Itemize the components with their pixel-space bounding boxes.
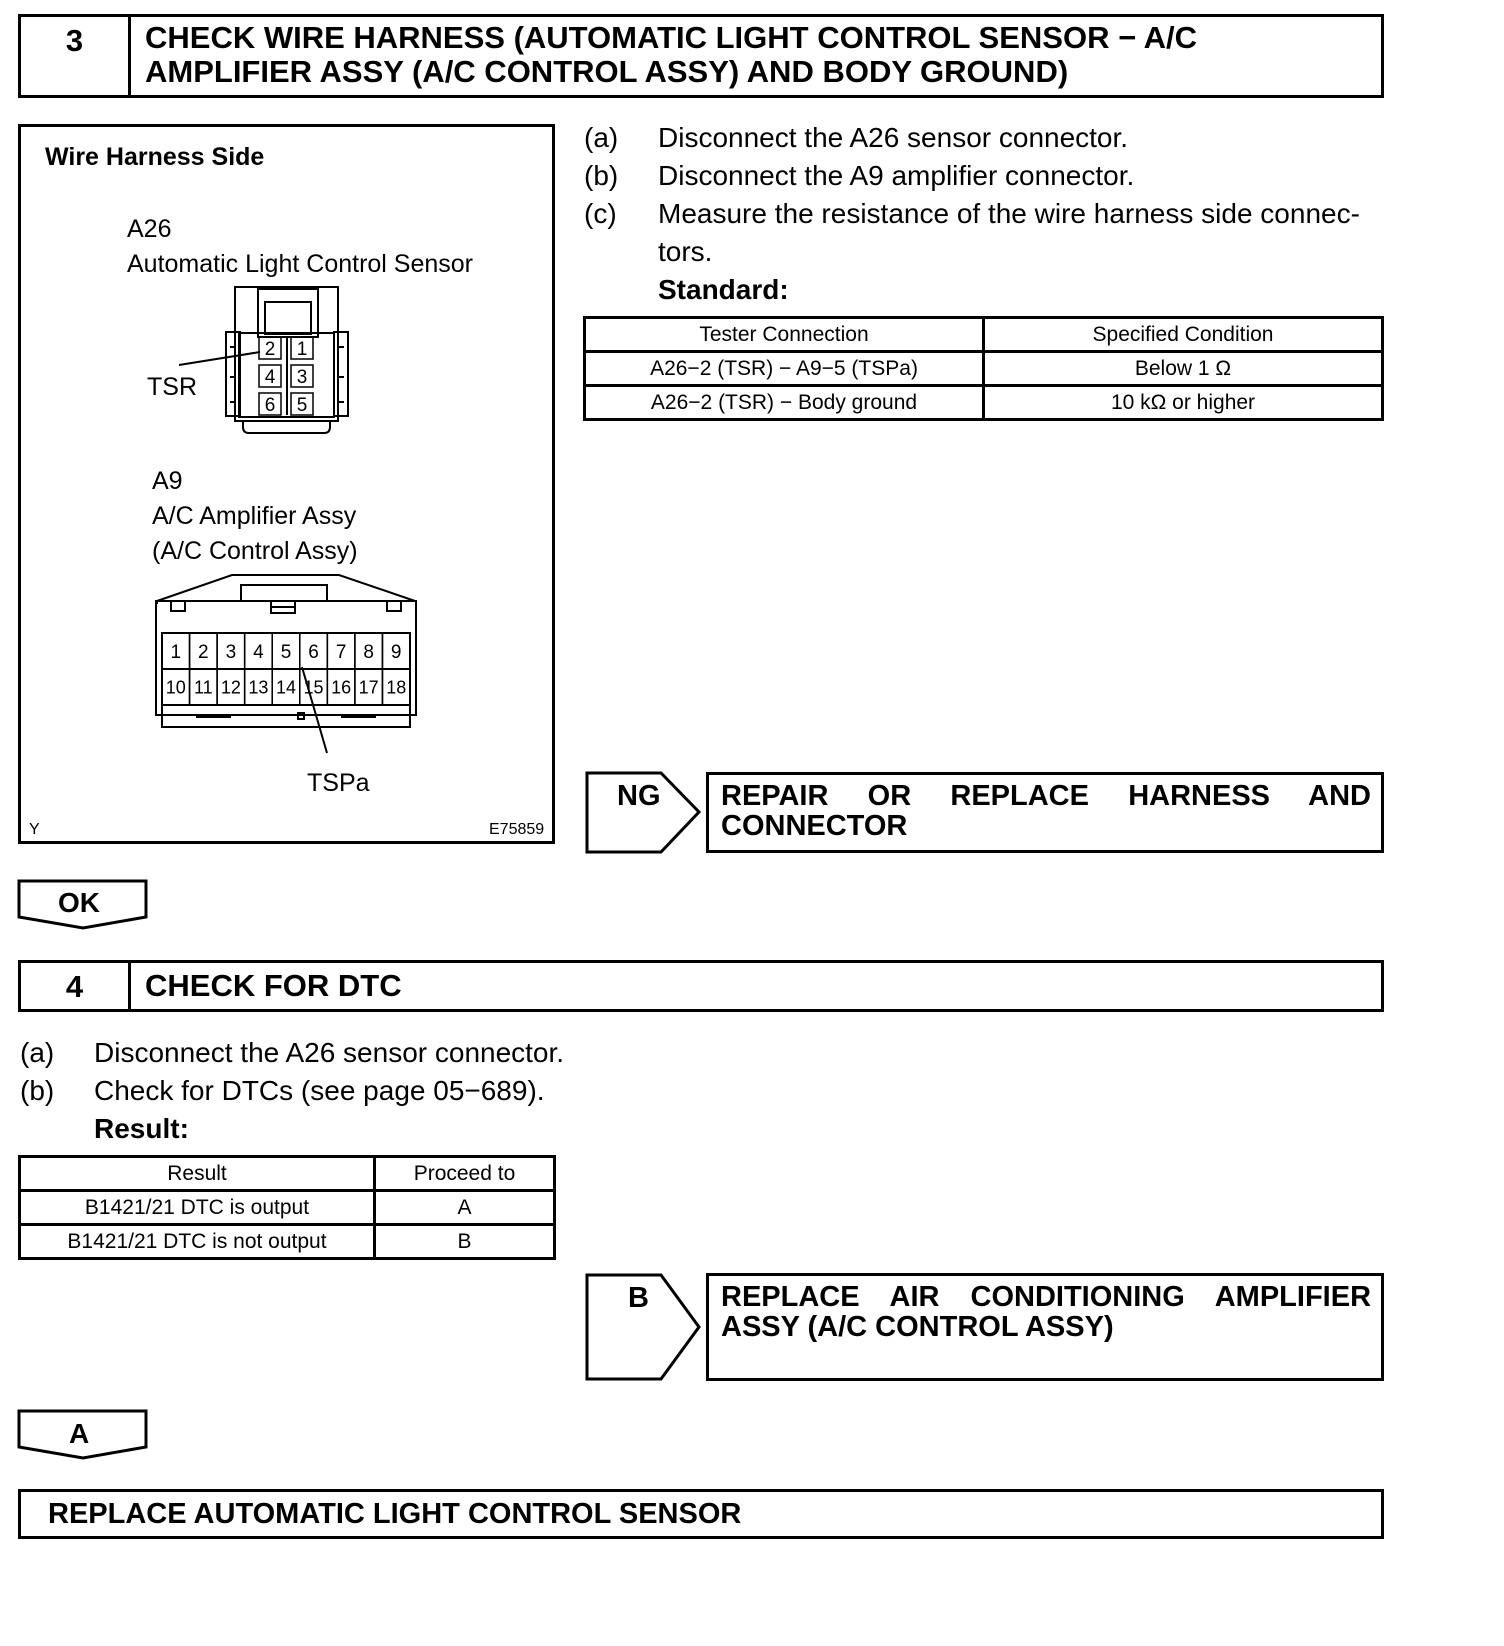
standard-table: [583, 316, 1384, 421]
step-3-title-line2: AMPLIFIER ASSY (A/C CONTROL ASSY) AND BODY GROUND): [145, 54, 1069, 89]
a9-pin-16: 16: [331, 677, 352, 698]
b-action-box: [706, 1273, 1384, 1381]
table-cell: B1421/21 DTC is output: [20, 1191, 375, 1225]
a9-pin-17: 17: [358, 677, 379, 698]
instruction-label: (b): [20, 1075, 55, 1106]
tspa-label: TSPa: [307, 769, 370, 797]
a9-pin-6: 6: [308, 641, 319, 663]
table-cell: Below 1 Ω: [984, 352, 1383, 386]
ng-action-box: [706, 772, 1384, 853]
table-header: Proceed to: [375, 1157, 555, 1191]
step-4-title: CHECK FOR DTC: [145, 968, 402, 1003]
step-3-instruction-c-cont: [658, 232, 712, 272]
instruction-text-cont: tors.: [658, 236, 713, 267]
ng-action-line2: CONNECTOR: [721, 810, 908, 842]
tsr-label: TSR: [147, 373, 197, 401]
step-4-number: 4: [21, 963, 131, 1009]
final-action-box: [18, 1489, 1384, 1539]
a-label: A: [69, 1418, 90, 1449]
a26-pin-4: 4: [264, 366, 276, 388]
instruction-label: (a): [20, 1037, 55, 1068]
b-label: B: [628, 1282, 649, 1314]
table-row: [20, 1191, 555, 1225]
table-header-row: [585, 318, 1383, 352]
a9-pin-14: 14: [275, 677, 297, 698]
a26-code: A26: [127, 215, 172, 243]
a9-pin-12: 12: [220, 677, 241, 698]
instruction-label: (b): [584, 160, 619, 191]
table-cell: B1421/21 DTC is not output: [20, 1225, 375, 1259]
step-3-title-line1: CHECK WIRE HARNESS (AUTOMATIC LIGHT CONTROL SENSOR − A/C: [145, 20, 1198, 55]
a9-pin-8: 8: [363, 641, 374, 663]
a9-pin-11: 11: [193, 677, 213, 698]
a9-connector-icon: [156, 575, 416, 753]
a26-pin-3: 3: [296, 366, 308, 388]
instruction-text: Disconnect the A26 sensor connector.: [94, 1037, 565, 1068]
instruction-text: Disconnect the A26 sensor connector.: [658, 122, 1129, 153]
a9-name-line2: (A/C Control Assy): [152, 537, 358, 565]
standard-label: Standard:: [658, 274, 789, 305]
b-action-line2: ASSY (A/C CONTROL ASSY): [721, 1311, 1114, 1343]
a9-pin-1: 1: [170, 641, 182, 663]
a9-pin-9: 9: [390, 641, 402, 663]
table-cell: A: [375, 1191, 555, 1225]
table-header: Tester Connection: [585, 318, 984, 352]
b-action-line1: REPLACE AIR CONDITIONING AMPLIFIER: [721, 1281, 1372, 1313]
diagram-id: E75859: [489, 821, 545, 838]
table-cell: B: [375, 1225, 555, 1259]
table-row: [585, 386, 1383, 420]
ok-label: OK: [58, 887, 100, 918]
a26-pin-1: 1: [296, 338, 308, 360]
a9-pin-5: 5: [280, 641, 292, 663]
instruction-label: (c): [584, 198, 617, 229]
instruction-label: (a): [584, 122, 619, 153]
table-row: [585, 352, 1383, 386]
instruction-text: Check for DTCs (see page 05−689).: [94, 1075, 545, 1106]
a9-pin-13: 13: [248, 677, 269, 698]
step-3-number: 3: [21, 17, 131, 95]
a26-pin-2: 2: [264, 338, 276, 360]
connector-drawing: [21, 127, 552, 841]
ng-label: NG: [617, 780, 661, 812]
a26-pin-6: 6: [264, 394, 276, 416]
a26-pin-5: 5: [296, 394, 308, 416]
a9-name-line1: A/C Amplifier Assy: [152, 502, 357, 530]
instruction-text: Disconnect the A9 amplifier connector.: [658, 160, 1135, 191]
table-cell: 10 kΩ or higher: [984, 386, 1383, 420]
corner-label-left: Y: [29, 821, 40, 838]
connector-diagram: [18, 124, 555, 844]
table-cell: A26−2 (TSR) − Body ground: [585, 386, 984, 420]
table-cell: A26−2 (TSR) − A9−5 (TSPa): [585, 352, 984, 386]
result-label: Result:: [94, 1113, 189, 1144]
a9-pin-3: 3: [225, 641, 237, 663]
a9-pin-7: 7: [335, 641, 347, 663]
diagram-header: Wire Harness Side: [45, 143, 265, 171]
instruction-text: Measure the resistance of the wire harness side connec-: [658, 198, 1360, 229]
ng-action-line1: REPAIR OR REPLACE HARNESS AND: [721, 780, 1372, 812]
result-table: [18, 1155, 556, 1260]
a9-pin-18: 18: [386, 677, 407, 698]
a9-pin-15: 15: [303, 677, 324, 698]
table-header: Result: [20, 1157, 375, 1191]
final-action-title: REPLACE AUTOMATIC LIGHT CONTROL SENSOR: [48, 1498, 742, 1530]
a9-pin-4: 4: [253, 641, 264, 663]
step-3-header: [18, 14, 1384, 98]
table-header: Specified Condition: [984, 318, 1383, 352]
step-3-title: [145, 21, 1371, 89]
a26-name: Automatic Light Control Sensor: [127, 250, 474, 278]
table-row: [20, 1225, 555, 1259]
table-header-row: [20, 1157, 555, 1191]
a9-pin-10: 10: [165, 677, 186, 698]
a26-connector-icon: [179, 287, 348, 433]
a9-pin-2: 2: [198, 641, 209, 663]
a9-code: A9: [152, 467, 183, 495]
step-4-header: [18, 960, 1384, 1012]
